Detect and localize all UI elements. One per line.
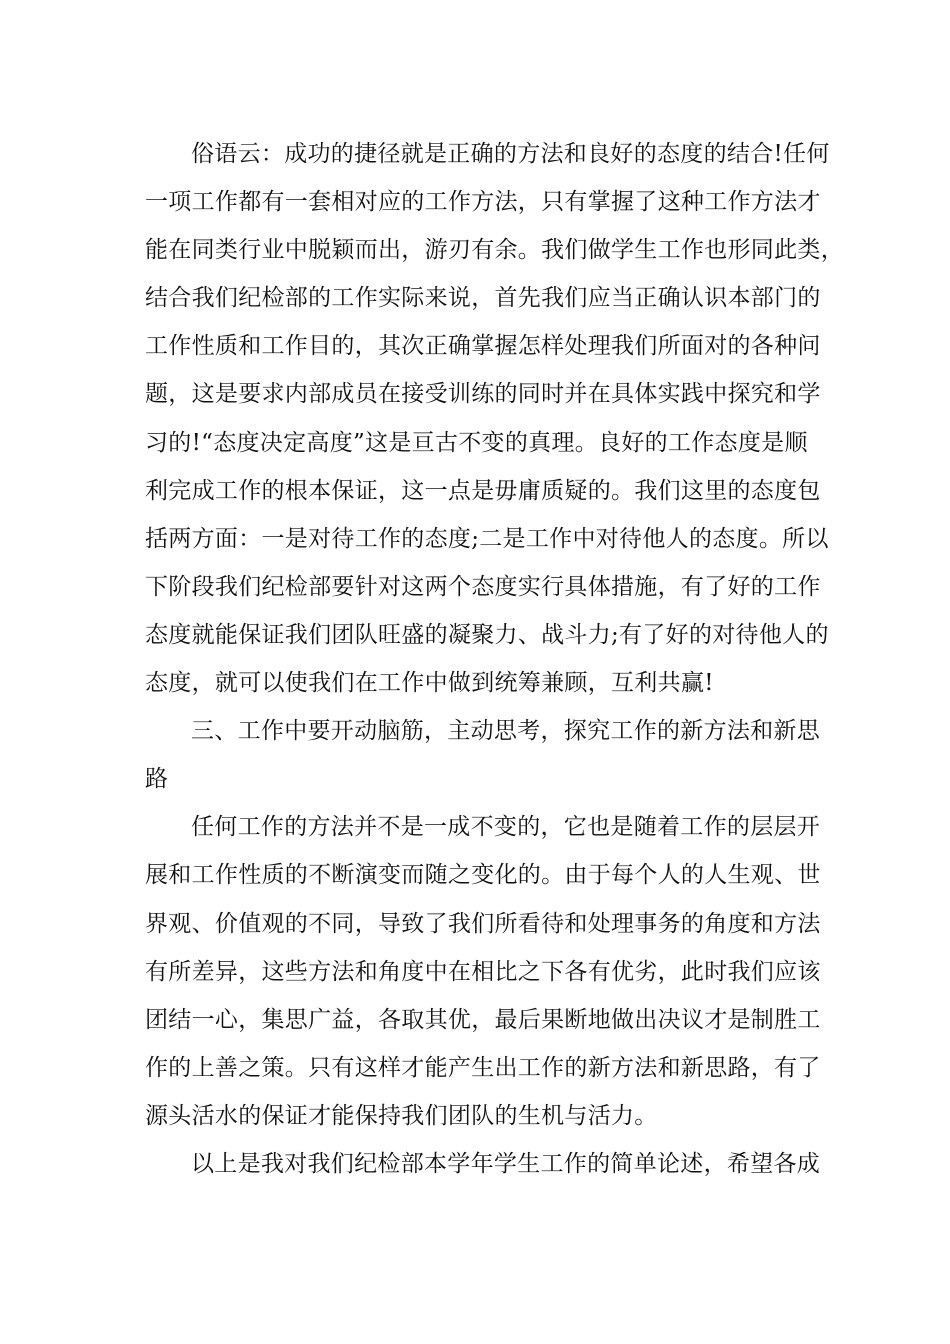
text-line: 工作性质和工作目的，其次正确掌握怎样处理我们所面对的各种问 xyxy=(145,333,821,360)
text-line: 一项工作都有一套相对应的工作方法，只有掌握了这种工作方法才 xyxy=(145,189,821,216)
text-line: 态度，就可以使我们在工作中做到统筹兼顾，互利共赢! xyxy=(145,670,714,697)
text-line: 利完成工作的根本保证，这一点是毋庸质疑的。我们这里的态度包 xyxy=(145,477,821,504)
text-line: 任何工作的方法并不是一成不变的，它也是随着工作的层层开 xyxy=(191,814,821,841)
paragraph xyxy=(145,130,844,707)
document-body xyxy=(145,130,844,1188)
text-line: 题，这是要求内部成员在接受训练的同时并在具体实践中探究和学 xyxy=(145,381,821,408)
text-line: 源头活水的保证才能保持我们团队的生机与活力。 xyxy=(145,1102,658,1129)
text-line: 能在同类行业中脱颖而出，游刃有余。我们做学生工作也形同此类， xyxy=(145,237,844,264)
text-line: 态度就能保证我们团队旺盛的凝聚力、战斗力;有了好的对待他人的 xyxy=(145,621,829,648)
text-line: 路 xyxy=(145,766,169,793)
text-line: 有所差异，这些方法和角度中在相比之下各有优劣，此时我们应该 xyxy=(145,958,821,985)
text-line: 以上是我对我们纪检部本学年学生工作的简单论述，希望各成 xyxy=(191,1150,821,1177)
text-line: 括两方面：一是对待工作的态度;二是工作中对待他人的态度。所以 xyxy=(145,525,829,552)
text-line: 团结一心，集思广益，各取其优，最后果断地做出决议才是制胜工 xyxy=(145,1006,821,1033)
paragraph xyxy=(145,803,825,1140)
paragraph xyxy=(145,1140,825,1188)
text-line: 界观、价值观的不同，导致了我们所看待和处理事务的角度和方法 xyxy=(145,910,821,937)
text-line: 习的!“态度决定高度”这是亘古不变的真理。良好的工作态度是顺 xyxy=(145,429,808,456)
paragraph xyxy=(145,707,825,803)
text-line: 作的上善之策。只有这样才能产生出工作的新方法和新思路，有了 xyxy=(145,1054,821,1081)
text-line: 展和工作性质的不断演变而随之变化的。由于每个人的人生观、世 xyxy=(145,862,821,889)
text-line: 结合我们纪检部的工作实际来说，首先我们应当正确认识本部门的 xyxy=(145,285,821,312)
text-line: 三、工作中要开动脑筋，主动思考，探究工作的新方法和新思 xyxy=(191,718,821,745)
text-line: 下阶段我们纪检部要针对这两个态度实行具体措施，有了好的工作 xyxy=(145,573,821,600)
text-line: 俗语云：成功的捷径就是正确的方法和良好的态度的结合!任何 xyxy=(191,141,830,167)
